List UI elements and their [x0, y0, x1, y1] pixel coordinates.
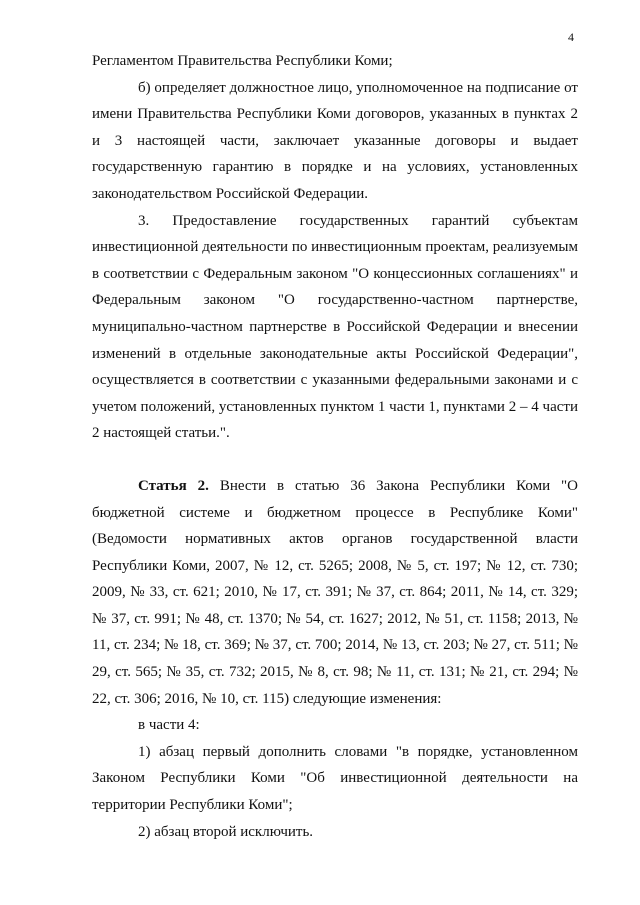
paragraph-item-b: б) определяет должностное лицо, уполномоченное на подписание от имени Правительства Республики Коми договоров, указанных в пунктах 2 и 3 настоящей части, заключает указанные договоры и выдает государственную гарантию в порядке и на условиях, установленных законодательством Российской Федерации. — [92, 79, 578, 202]
document-body — [92, 48, 578, 845]
paragraph-part-3: 3. Предоставление государственных гарантий субъектам инвестиционной деятельности по инвестиционным проектам, реализуемым в соответствии с Федеральным законом "О концессионных соглашениях" и Федеральным законом "О государственно-частном партнерстве, муниципально-частном партнерстве в Российской Федерации и внесении изменений в отдельные законодательные акты Российской Федерации", осуществляется в соответствии с указанными федеральными законами и с учетом положений, установленных пунктом 1 части 1, пунктами 2 – 4 части 2 настоящей статьи.". — [92, 212, 578, 442]
article-2-label: Статья 2. — [138, 477, 209, 494]
article-2-text: Внести в статью 36 Закона Республики Коми "О бюджетной системе и бюджетном процессе в Республике Коми" (Ведомости нормативных актов органов государственной власти Республики Коми, 2007, № 12, ст. 5265; 2008, № 5, ст. 197; № 12, ст. 730; 2009, № 33, ст. 621; 2010, № 17, ст. 391; № 37, ст. 864; 2011, № 14, ст. 329; № 37, ст. 991; № 48, ст. 1370; № 54, ст. 1627; 2012, № 51, ст. 1158; 2013, № 11, ст. 234; № 18, ст. 369; № 37, ст. 700; 2014, № 13, ст. 203; № 27, ст. 511; № 29, ст. 565; № 35, ст. 732; 2015, № 8, ст. 98; № 11, ст. 131; № 21, ст. 294; № 22, ст. 306; 2016, № 10, ст. 115) следующие изменения: — [92, 477, 578, 707]
paragraph-gap — [92, 447, 578, 473]
paragraph-part-4-intro: в части 4: — [138, 717, 200, 734]
paragraph-continuation: Регламентом Правительства Республики Коми; — [92, 53, 393, 69]
article-2-paragraph — [92, 473, 578, 712]
page-number: 4 — [568, 30, 574, 44]
paragraph-change-2: 2) абзац второй исключить. — [138, 823, 314, 840]
paragraph-change-1: 1) абзац первый дополнить словами "в порядке, установленном Законом Республики Коми "Об инвестиционной деятельности на территории Республики Коми"; — [92, 743, 578, 814]
